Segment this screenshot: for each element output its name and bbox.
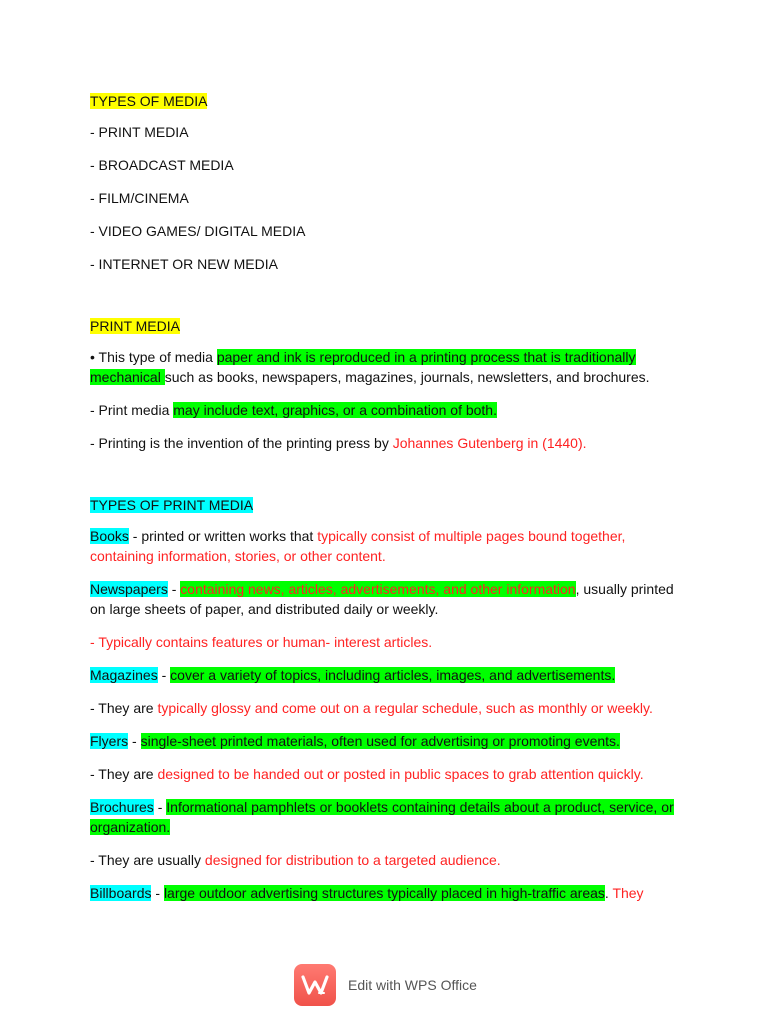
list-item: - INTERNET OR NEW MEDIA: [90, 256, 278, 272]
entry-billboards: Billboards - large outdoor advertising structures typically placed in high-traffic areas. They: [90, 885, 644, 901]
edit-with-wps-label: Edit with WPS Office: [348, 977, 477, 993]
list-item: - FILM/CINEMA: [90, 190, 189, 206]
entry-magazines: Magazines - cover a variety of topics, including articles, images, and advertisements.: [90, 667, 616, 683]
wps-w-glyph-icon: [301, 974, 329, 996]
entry-books: Books - printed or written works that typically consist of multiple pages bound together, containing information, stories, or other content.: [90, 528, 626, 564]
entry-magazines-note: - They are typically glossy and come out on a regular schedule, such as monthly or weekly.: [90, 700, 653, 716]
entry-newspapers-note: - Typically contains features or human- interest articles.: [90, 634, 433, 650]
paragraph-print-media-content: - Print media may include text, graphics, or a combination of both.: [90, 402, 497, 418]
wps-logo-icon: [294, 964, 336, 1006]
edit-with-wps-button[interactable]: [294, 963, 477, 1007]
heading-types-of-print-media: TYPES OF PRINT MEDIA: [90, 497, 254, 513]
entry-newspapers: Newspapers - containing news, articles, advertisements, and other information, usually printed on large sheets of paper, and distributed daily or weekly.: [90, 581, 674, 617]
paragraph-print-media-definition: • This type of media paper and ink is reproduced in a printing process that is traditionally mechanical such as books, newspapers, magazines, journals, newsletters, and brochures.: [90, 349, 650, 385]
entry-flyers-note: - They are designed to be handed out or posted in public spaces to grab attention quickly.: [90, 766, 644, 782]
document-page: [90, 91, 680, 916]
heading-types-of-media: TYPES OF MEDIA: [90, 93, 208, 109]
entry-brochures-note: - They are usually designed for distribution to a targeted audience.: [90, 852, 501, 868]
paragraph-printing-invention: - Printing is the invention of the printing press by Johannes Gutenberg in (1440).: [90, 435, 587, 451]
entry-flyers: Flyers - single-sheet printed materials, often used for advertising or promoting events.: [90, 733, 620, 749]
heading-print-media: PRINT MEDIA: [90, 318, 180, 334]
entry-brochures: Brochures - Informational pamphlets or booklets containing details about a product, service, or organization.: [90, 799, 674, 835]
list-item: - VIDEO GAMES/ DIGITAL MEDIA: [90, 223, 306, 239]
list-item: - BROADCAST MEDIA: [90, 157, 234, 173]
list-item: - PRINT MEDIA: [90, 124, 189, 140]
